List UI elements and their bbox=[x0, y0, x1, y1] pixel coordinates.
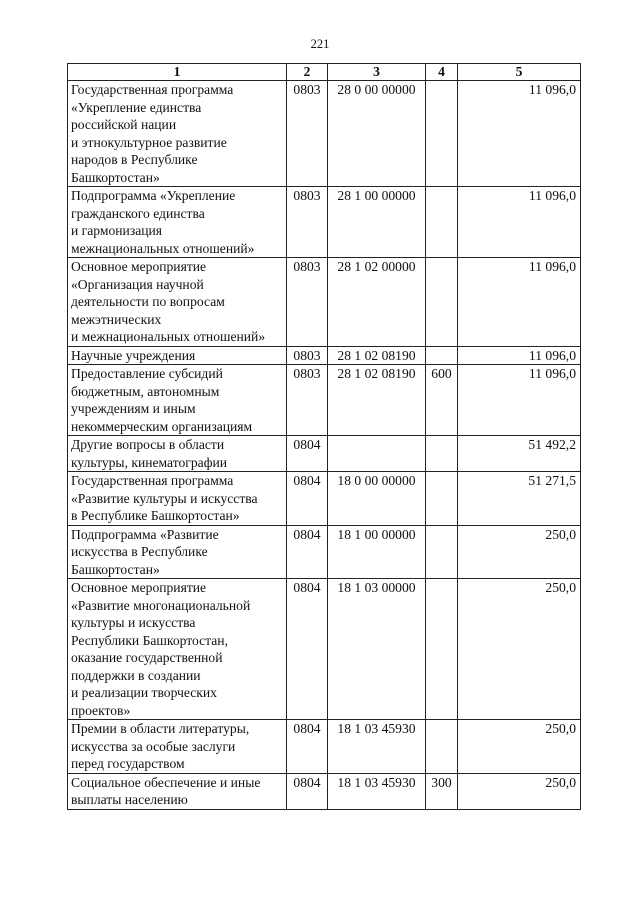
cell-amount: 11 096,0 bbox=[458, 258, 581, 347]
cell-target-code: 18 1 00 00000 bbox=[328, 525, 426, 579]
table-row bbox=[68, 187, 581, 258]
cell-target-code: 18 1 03 45930 bbox=[328, 773, 426, 809]
column-header-name: 1 bbox=[68, 64, 287, 81]
cell-amount: 51 492,2 bbox=[458, 436, 581, 472]
cell-amount: 11 096,0 bbox=[458, 346, 581, 365]
cell-section: 0804 bbox=[287, 579, 328, 720]
cell-section: 0804 bbox=[287, 720, 328, 774]
cell-name: Другие вопросы в области культуры, кинематографии bbox=[68, 436, 287, 472]
cell-section: 0804 bbox=[287, 525, 328, 579]
table-row bbox=[68, 720, 581, 774]
cell-amount: 250,0 bbox=[458, 773, 581, 809]
cell-amount: 11 096,0 bbox=[458, 187, 581, 258]
cell-target-code: 18 1 03 00000 bbox=[328, 579, 426, 720]
cell-amount: 51 271,5 bbox=[458, 472, 581, 526]
cell-section: 0804 bbox=[287, 472, 328, 526]
budget-table bbox=[67, 63, 581, 810]
cell-expense-type bbox=[426, 81, 458, 187]
cell-name: Предоставление субсидий бюджетным, автономным учреждениям и иным некоммерческим организациям bbox=[68, 365, 287, 436]
cell-name: Государственная программа «Укрепление единства российской нации и этнокультурное развитие народов в Республике Башкортостан» bbox=[68, 81, 287, 187]
cell-section: 0803 bbox=[287, 346, 328, 365]
cell-expense-type bbox=[426, 346, 458, 365]
column-header-expense-type: 4 bbox=[426, 64, 458, 81]
cell-expense-type: 600 bbox=[426, 365, 458, 436]
cell-name: Премии в области литературы, искусства за особые заслуги перед государством bbox=[68, 720, 287, 774]
table-row bbox=[68, 258, 581, 347]
cell-name: Подпрограмма «Укрепление гражданского единства и гармонизация межнациональных отношений» bbox=[68, 187, 287, 258]
cell-target-code bbox=[328, 436, 426, 472]
cell-name: Основное мероприятие «Организация научной деятельности по вопросам межэтнических и межнациональных отношений» bbox=[68, 258, 287, 347]
cell-expense-type bbox=[426, 525, 458, 579]
cell-expense-type bbox=[426, 436, 458, 472]
cell-amount: 250,0 bbox=[458, 720, 581, 774]
cell-expense-type bbox=[426, 472, 458, 526]
cell-name: Основное мероприятие «Развитие многонациональной культуры и искусства Республики Башкортостан, оказание государственной поддержки в создании и реализации творческих проектов» bbox=[68, 579, 287, 720]
cell-section: 0803 bbox=[287, 258, 328, 347]
table-row bbox=[68, 472, 581, 526]
table-row bbox=[68, 365, 581, 436]
page-number: 221 bbox=[310, 37, 330, 51]
cell-target-code: 28 1 02 08190 bbox=[328, 365, 426, 436]
cell-target-code: 28 0 00 00000 bbox=[328, 81, 426, 187]
cell-target-code: 18 0 00 00000 bbox=[328, 472, 426, 526]
cell-amount: 250,0 bbox=[458, 579, 581, 720]
cell-amount: 11 096,0 bbox=[458, 365, 581, 436]
table-row bbox=[68, 346, 581, 365]
table-row bbox=[68, 773, 581, 809]
cell-section: 0804 bbox=[287, 436, 328, 472]
cell-expense-type bbox=[426, 258, 458, 347]
cell-expense-type bbox=[426, 579, 458, 720]
cell-amount: 250,0 bbox=[458, 525, 581, 579]
cell-section: 0804 bbox=[287, 773, 328, 809]
cell-target-code: 28 1 02 08190 bbox=[328, 346, 426, 365]
cell-section: 0803 bbox=[287, 81, 328, 187]
cell-name: Научные учреждения bbox=[68, 346, 287, 365]
cell-target-code: 28 1 00 00000 bbox=[328, 187, 426, 258]
header-row bbox=[68, 64, 581, 81]
cell-target-code: 28 1 02 00000 bbox=[328, 258, 426, 347]
cell-expense-type bbox=[426, 187, 458, 258]
column-header-section: 2 bbox=[287, 64, 328, 81]
cell-name: Подпрограмма «Развитие искусства в Республике Башкортостан» bbox=[68, 525, 287, 579]
column-header-amount: 5 bbox=[458, 64, 581, 81]
table-row bbox=[68, 81, 581, 187]
cell-expense-type: 300 bbox=[426, 773, 458, 809]
cell-expense-type bbox=[426, 720, 458, 774]
cell-name: Социальное обеспечение и иные выплаты населению bbox=[68, 773, 287, 809]
table-row bbox=[68, 579, 581, 720]
cell-section: 0803 bbox=[287, 365, 328, 436]
cell-name: Государственная программа «Развитие культуры и искусства в Республике Башкортостан» bbox=[68, 472, 287, 526]
cell-target-code: 18 1 03 45930 bbox=[328, 720, 426, 774]
cell-amount: 11 096,0 bbox=[458, 81, 581, 187]
table-row bbox=[68, 525, 581, 579]
column-header-target-code: 3 bbox=[328, 64, 426, 81]
cell-section: 0803 bbox=[287, 187, 328, 258]
table-row bbox=[68, 436, 581, 472]
